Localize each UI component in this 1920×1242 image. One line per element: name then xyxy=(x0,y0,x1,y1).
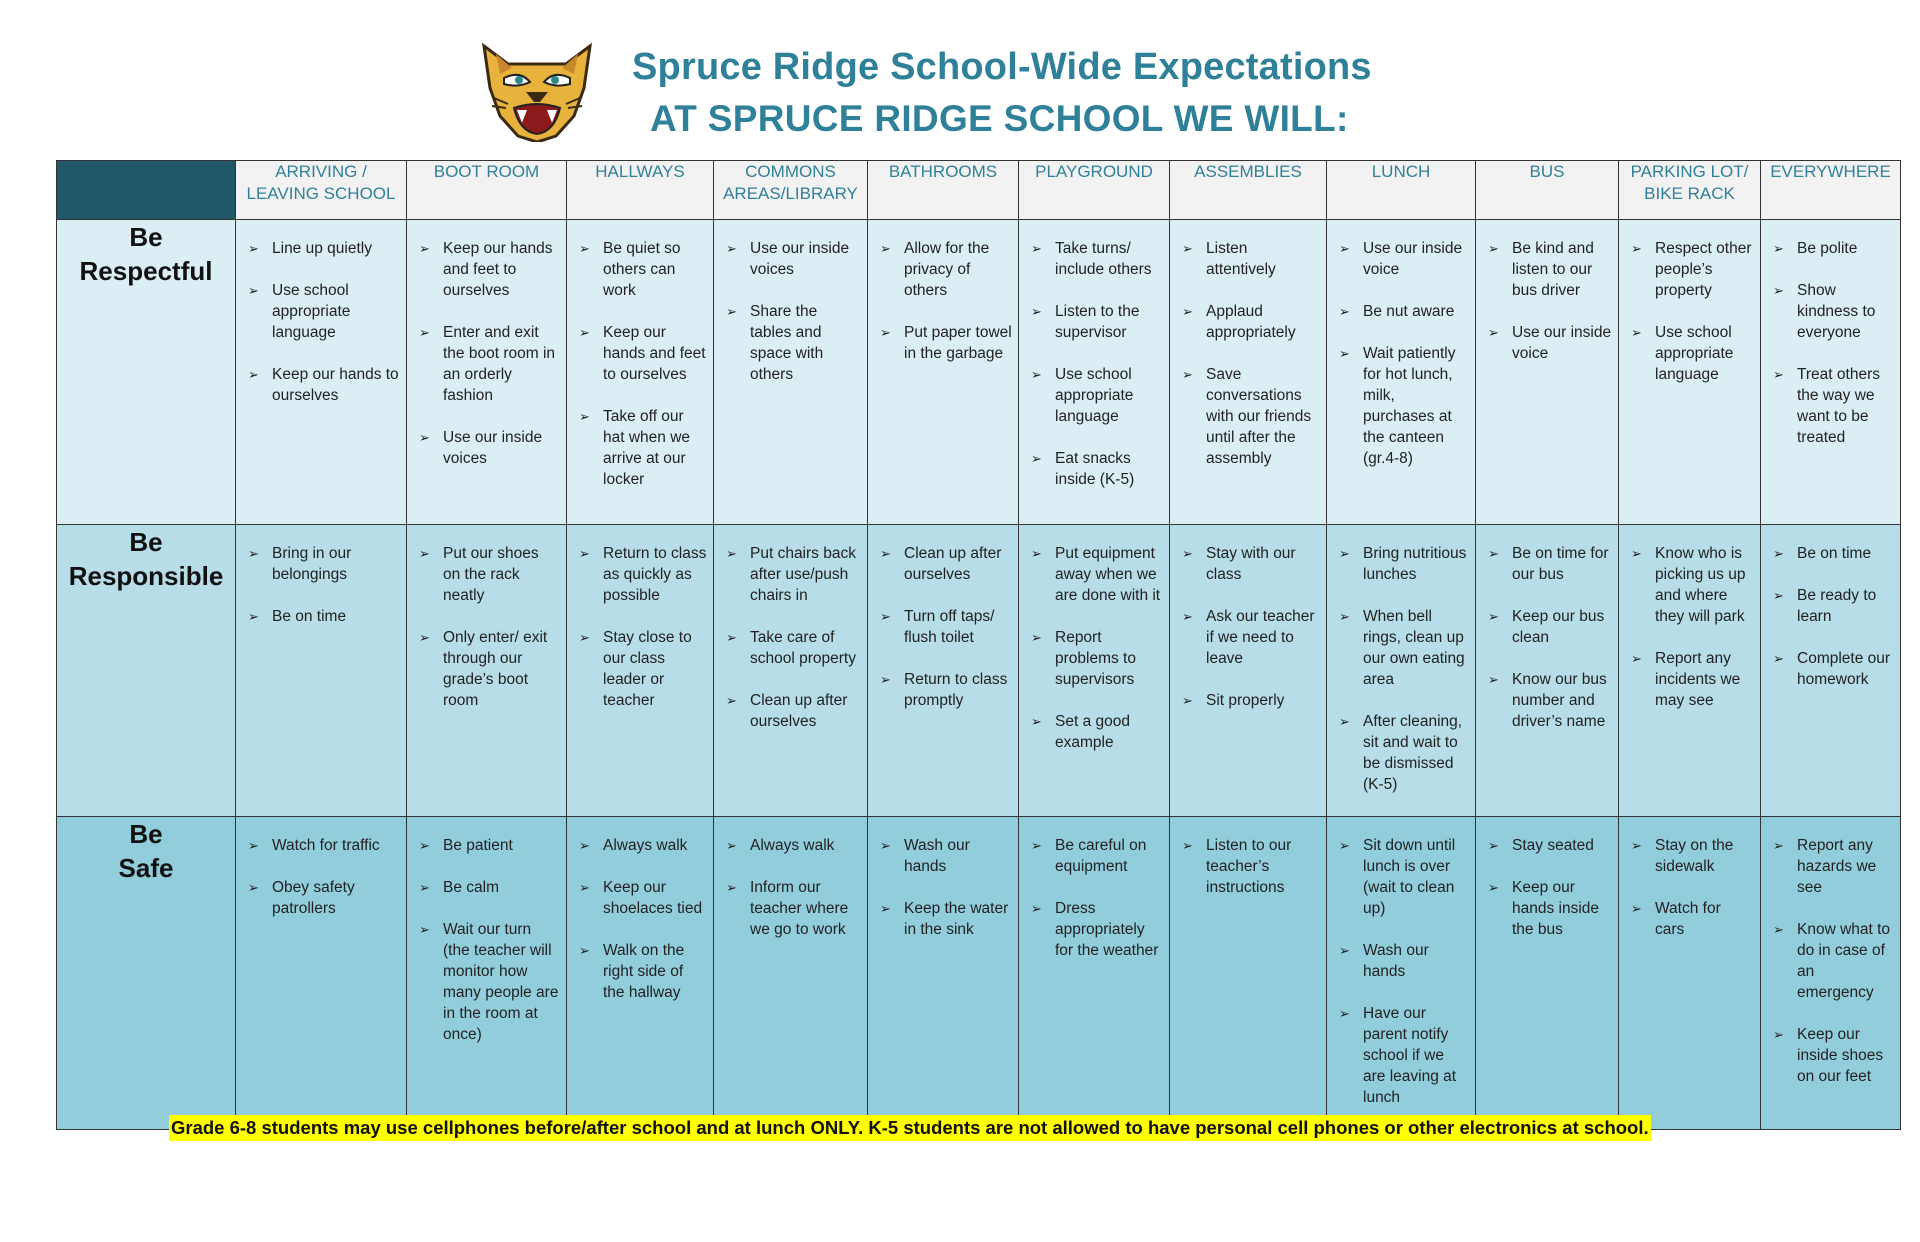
table-cell xyxy=(407,525,567,817)
expectation-item: ➢ Use our inside voice xyxy=(1488,322,1612,364)
expectation-list xyxy=(1327,525,1475,795)
table-corner xyxy=(57,161,236,220)
expectation-item: ➢ Put chairs back after use/push chairs in xyxy=(726,543,861,606)
expectation-item: ➢ Put equipment away when we are done with it xyxy=(1031,543,1163,606)
table-cell xyxy=(236,525,407,817)
column-header-line: PLAYGROUND xyxy=(1035,162,1153,181)
expectation-list xyxy=(1619,817,1760,940)
expectation-item: ➢ Watch for traffic xyxy=(248,835,400,856)
table-cell xyxy=(236,220,407,525)
expectation-item: ➢ Report any hazards we see xyxy=(1773,835,1894,898)
table-cell xyxy=(868,525,1019,817)
column-header-line: PARKING LOT/ xyxy=(1630,162,1749,181)
expectation-item: ➢ Bring nutritious lunches xyxy=(1339,543,1469,585)
expectation-item: ➢ Ask our teacher if we need to leave xyxy=(1182,606,1320,669)
expectation-item: ➢ Wash our hands xyxy=(1339,940,1469,982)
column-header-line: ARRIVING / xyxy=(275,162,367,181)
expectation-item: ➢ Listen attentively xyxy=(1182,238,1320,280)
expectation-item: ➢ Set a good example xyxy=(1031,711,1163,753)
expectation-item: ➢ Take care of school property xyxy=(726,627,861,669)
expectation-list xyxy=(868,525,1018,711)
expectation-list xyxy=(407,220,566,469)
expectation-item: ➢ Use our inside voice xyxy=(1339,238,1469,280)
expectation-item: ➢ Wash our hands xyxy=(880,835,1012,877)
expectation-item: ➢ Use our inside voices xyxy=(726,238,861,280)
expectation-list xyxy=(868,220,1018,364)
table-row xyxy=(57,525,1901,817)
expectation-list xyxy=(1327,817,1475,1108)
column-header xyxy=(1619,161,1761,220)
expectation-item: ➢ Inform our teacher where we go to work xyxy=(726,877,861,940)
expectation-item: ➢ Be on time xyxy=(248,606,400,627)
expectation-list xyxy=(1761,817,1900,1087)
expectation-item: ➢ Stay seated xyxy=(1488,835,1612,856)
expectation-item: ➢ Know what to do in case of an emergency xyxy=(1773,919,1894,1003)
table-cell xyxy=(1327,525,1476,817)
table-cell xyxy=(1761,525,1901,817)
table-cell xyxy=(1761,220,1901,525)
expectation-list xyxy=(1170,817,1326,898)
expectation-item: ➢ Be ready to learn xyxy=(1773,585,1894,627)
table-cell xyxy=(714,525,868,817)
expectation-item: ➢ Dress appropriately for the weather xyxy=(1031,898,1163,961)
expectation-item: ➢ Only enter/ exit through our grade’s boot room xyxy=(419,627,560,711)
page-subtitle: AT SPRUCE RIDGE SCHOOL WE WILL: xyxy=(650,98,1349,139)
column-header-line: BATHROOMS xyxy=(888,162,998,181)
table-cell xyxy=(868,817,1019,1130)
expectation-item: ➢ Return to class as quickly as possible xyxy=(579,543,707,606)
row-header xyxy=(57,220,236,525)
expectation-item: ➢ Always walk xyxy=(726,835,861,856)
row-header xyxy=(57,525,236,817)
expectation-item: ➢ Know our bus number and driver’s name xyxy=(1488,669,1612,732)
expectation-item: ➢ Keep our shoelaces tied xyxy=(579,877,707,919)
expectation-list xyxy=(1761,525,1900,690)
expectation-item: ➢ Be polite xyxy=(1773,238,1894,259)
expectation-item: ➢ Enter and exit the boot room in an orderly fashion xyxy=(419,322,560,406)
table-cell xyxy=(868,220,1019,525)
expectation-item: ➢ When bell rings, clean up our own eating area xyxy=(1339,606,1469,690)
table-cell xyxy=(1019,220,1170,525)
expectation-list xyxy=(1619,220,1760,385)
expectation-item: ➢ Be careful on equipment xyxy=(1031,835,1163,877)
table-cell xyxy=(1619,525,1761,817)
row-header xyxy=(57,817,236,1130)
expectation-list xyxy=(868,817,1018,940)
table-cell xyxy=(1019,817,1170,1130)
cellphone-policy-note: Grade 6-8 students may use cellphones before/after school and at lunch ONLY. K-5 students are not allowed to have personal cell phones or other electronics at school. xyxy=(169,1115,1651,1141)
expectation-list xyxy=(714,220,867,385)
expectation-list xyxy=(407,525,566,711)
row-header-line: Safe xyxy=(118,853,174,883)
page-title: Spruce Ridge School-Wide Expectations xyxy=(632,46,1372,88)
column-header-line: BOOT ROOM xyxy=(433,162,540,181)
table-cell xyxy=(714,817,868,1130)
expectation-item: ➢ Sit properly xyxy=(1182,690,1320,711)
expectation-item: ➢ Sit down until lunch is over (wait to clean up) xyxy=(1339,835,1469,919)
expectation-item: ➢ Keep our hands inside the bus xyxy=(1488,877,1612,940)
expectation-list xyxy=(407,817,566,1045)
column-header-line: HALLWAYS xyxy=(595,162,685,181)
expectation-list xyxy=(1476,220,1618,364)
expectation-item: ➢ Use our inside voices xyxy=(419,427,560,469)
column-header-line: BIKE RACK xyxy=(1644,184,1735,203)
expectation-list xyxy=(1476,817,1618,940)
column-header xyxy=(1019,161,1170,220)
column-header-line: ASSEMBLIES xyxy=(1194,162,1302,181)
expectation-item: ➢ Show kindness to everyone xyxy=(1773,280,1894,343)
table-cell xyxy=(1170,525,1327,817)
expectation-list xyxy=(567,817,713,1003)
expectation-item: ➢ Use school appropriate language xyxy=(1031,364,1163,427)
column-header xyxy=(407,161,567,220)
expectation-item: ➢ Clean up after ourselves xyxy=(726,690,861,732)
table-row xyxy=(57,817,1901,1130)
table-cell xyxy=(1327,817,1476,1130)
expectation-list xyxy=(1327,220,1475,469)
column-header xyxy=(1327,161,1476,220)
table-row xyxy=(57,220,1901,525)
expectation-item: ➢ Keep our bus clean xyxy=(1488,606,1612,648)
column-header-line: EVERYWHERE xyxy=(1770,162,1891,181)
expectation-item: ➢ Return to class promptly xyxy=(880,669,1012,711)
table-cell xyxy=(1761,817,1901,1130)
expectation-item: ➢ Be on time for our bus xyxy=(1488,543,1612,585)
cougar-mascot-icon xyxy=(474,38,600,142)
row-header-line: Responsible xyxy=(68,561,224,591)
expectation-item: ➢ Save conversations with our friends until after the assembly xyxy=(1182,364,1320,469)
table-cell xyxy=(1476,525,1619,817)
expectation-item: ➢ Keep our hands and feet to ourselves xyxy=(579,322,707,385)
expectation-item: ➢ Line up quietly xyxy=(248,238,400,259)
column-header-line: LEAVING SCHOOL xyxy=(246,184,396,203)
expectation-item: ➢ Bring in our belongings xyxy=(248,543,400,585)
column-header xyxy=(1170,161,1327,220)
table-cell xyxy=(1619,220,1761,525)
expectation-item: ➢ Stay with our class xyxy=(1182,543,1320,585)
expectation-item: ➢ Treat others the way we want to be treated xyxy=(1773,364,1894,448)
table-cell xyxy=(567,817,714,1130)
expectation-item: ➢ Walk on the right side of the hallway xyxy=(579,940,707,1003)
expectation-item: ➢ Complete our homework xyxy=(1773,648,1894,690)
expectation-item: ➢ Share the tables and space with others xyxy=(726,301,861,385)
expectation-item: ➢ Turn off taps/ flush toilet xyxy=(880,606,1012,648)
expectation-list xyxy=(1761,220,1900,448)
table-cell xyxy=(236,817,407,1130)
expectation-item: ➢ Report problems to supervisors xyxy=(1031,627,1163,690)
expectation-item: ➢ Always walk xyxy=(579,835,707,856)
expectation-item: ➢ Be kind and listen to our bus driver xyxy=(1488,238,1612,301)
expectation-item: ➢ Put our shoes on the rack neatly xyxy=(419,543,560,606)
column-header xyxy=(1761,161,1901,220)
expectation-item: ➢ Use school appropriate language xyxy=(1631,322,1754,385)
expectation-item: ➢ Wait patiently for hot lunch, milk, purchases at the canteen (gr.4-8) xyxy=(1339,343,1469,469)
expectation-item: ➢ Listen to our teacher’s instructions xyxy=(1182,835,1320,898)
expectation-item: ➢ Watch for cars xyxy=(1631,898,1754,940)
expectation-item: ➢ Take off our hat when we arrive at our locker xyxy=(579,406,707,490)
row-header-line: Be xyxy=(129,222,163,252)
table-cell xyxy=(1170,220,1327,525)
expectation-list xyxy=(1170,220,1326,469)
expectation-item: ➢ Take turns/ include others xyxy=(1031,238,1163,280)
table-cell xyxy=(714,220,868,525)
expectation-item: ➢ Stay on the sidewalk xyxy=(1631,835,1754,877)
expectations-table xyxy=(56,160,1901,1130)
expectation-item: ➢ Respect other people’s property xyxy=(1631,238,1754,301)
table-cell xyxy=(567,525,714,817)
table-cell xyxy=(407,817,567,1130)
column-header xyxy=(868,161,1019,220)
expectation-list xyxy=(236,817,406,919)
row-header-line: Respectful xyxy=(79,256,213,286)
expectation-list xyxy=(567,220,713,490)
expectation-item: ➢ Put paper towel in the garbage xyxy=(880,322,1012,364)
table-cell xyxy=(1019,525,1170,817)
expectation-list xyxy=(714,817,867,940)
row-header-line: Be xyxy=(129,819,163,849)
expectation-list xyxy=(236,525,406,627)
expectation-item: ➢ Be on time xyxy=(1773,543,1894,564)
column-header-line: AREAS/LIBRARY xyxy=(723,184,858,203)
column-header xyxy=(567,161,714,220)
expectation-item: ➢ Listen to the supervisor xyxy=(1031,301,1163,343)
expectation-item: ➢ Keep the water in the sink xyxy=(880,898,1012,940)
column-header-line: LUNCH xyxy=(1371,162,1431,181)
expectation-list xyxy=(1476,525,1618,732)
expectation-item: ➢ Eat snacks inside (K-5) xyxy=(1031,448,1163,490)
column-header xyxy=(236,161,407,220)
row-header-line: Be xyxy=(129,527,163,557)
expectation-item: ➢ Keep our hands to ourselves xyxy=(248,364,400,406)
table-cell xyxy=(1327,220,1476,525)
expectation-list xyxy=(714,525,867,732)
expectation-list xyxy=(1170,525,1326,711)
column-header-line: COMMONS xyxy=(745,162,836,181)
column-header xyxy=(714,161,868,220)
expectation-list xyxy=(567,525,713,711)
expectation-item: ➢ Stay close to our class leader or teacher xyxy=(579,627,707,711)
table-cell xyxy=(1476,817,1619,1130)
column-header xyxy=(1476,161,1619,220)
expectation-item: ➢ Be quiet so others can work xyxy=(579,238,707,301)
table-cell xyxy=(1476,220,1619,525)
expectation-item: ➢ Keep our hands and feet to ourselves xyxy=(419,238,560,301)
table-cell xyxy=(567,220,714,525)
expectation-item: ➢ Be nut aware xyxy=(1339,301,1469,322)
expectation-item: ➢ Know who is picking us up and where they will park xyxy=(1631,543,1754,627)
table-cell xyxy=(1619,817,1761,1130)
table-cell xyxy=(407,220,567,525)
expectation-item: ➢ Be calm xyxy=(419,877,560,898)
expectation-list xyxy=(236,220,406,406)
expectation-item: ➢ Keep our inside shoes on our feet xyxy=(1773,1024,1894,1087)
expectation-list xyxy=(1019,817,1169,961)
expectation-item: ➢ Obey safety patrollers xyxy=(248,877,400,919)
expectation-item: ➢ After cleaning, sit and wait to be dismissed (K-5) xyxy=(1339,711,1469,795)
expectation-item: ➢ Allow for the privacy of others xyxy=(880,238,1012,301)
expectation-item: ➢ Clean up after ourselves xyxy=(880,543,1012,585)
table-cell xyxy=(1170,817,1327,1130)
expectation-item: ➢ Be patient xyxy=(419,835,560,856)
expectation-item: ➢ Report any incidents we may see xyxy=(1631,648,1754,711)
column-header-line: BUS xyxy=(1529,162,1565,181)
expectation-item: ➢ Have our parent notify school if we are leaving at lunch xyxy=(1339,1003,1469,1108)
column-header-row xyxy=(57,161,1901,220)
expectation-list xyxy=(1019,525,1169,753)
expectation-item: ➢ Use school appropriate language xyxy=(248,280,400,343)
expectation-list xyxy=(1019,220,1169,490)
expectation-list xyxy=(1619,525,1760,711)
expectation-item: ➢ Wait our turn (the teacher will monitor how many people are in the room at once) xyxy=(419,919,560,1045)
page-header xyxy=(0,0,1920,160)
expectation-item: ➢ Applaud appropriately xyxy=(1182,301,1320,343)
